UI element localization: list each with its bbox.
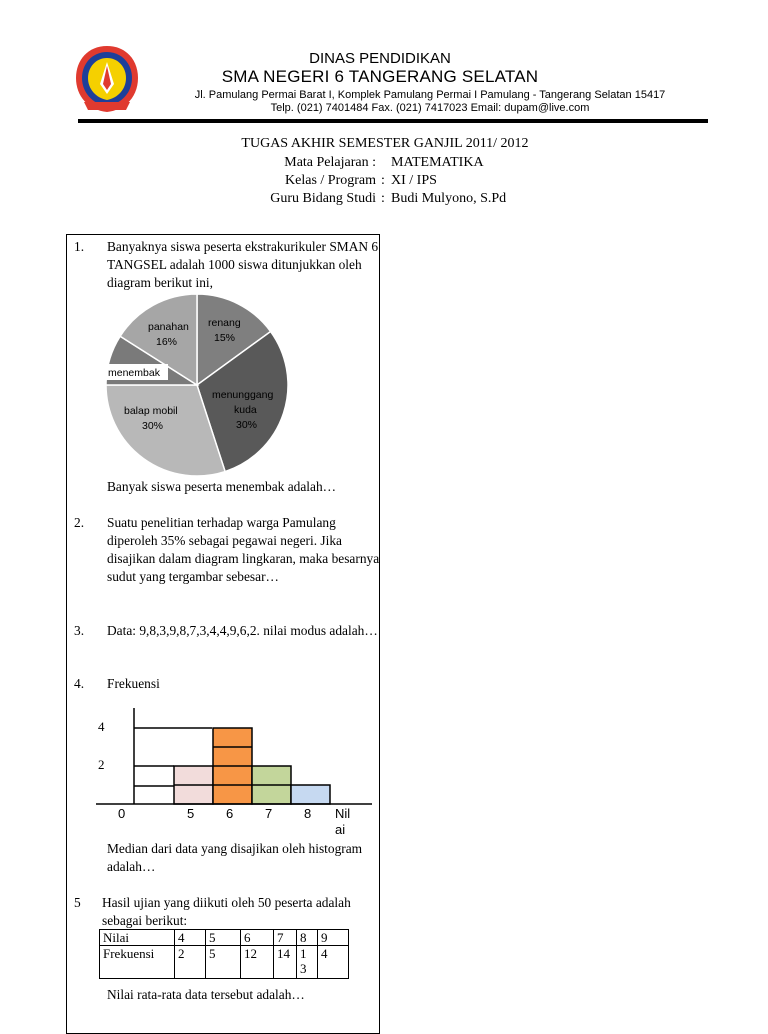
table-row xyxy=(100,930,349,946)
question-1 xyxy=(74,238,380,294)
table-cell: 1 3 xyxy=(297,946,318,979)
pie-label-menunggang: menunggang xyxy=(212,389,274,401)
table-row xyxy=(100,946,349,979)
row-header: Nilai xyxy=(100,930,175,946)
meta-label: Kelas / Program xyxy=(285,173,376,188)
histogram-bar-8 xyxy=(291,785,330,804)
pie-chart xyxy=(100,292,294,478)
pie-label-panahan: panahan xyxy=(148,321,189,333)
pie-label-balap-mobil: balap mobil xyxy=(124,405,178,417)
school-logo xyxy=(74,44,140,114)
meta-colon: : xyxy=(381,173,385,188)
pie-label-menembak: menembak xyxy=(108,367,160,379)
school-address: Jl. Pamulang Permai Barat I, Komplek Pamulang Permai I Pamulang - Tangerang Selatan 15417 xyxy=(194,89,666,101)
table-cell: 5 xyxy=(206,946,241,979)
pie-value-balap-mobil: 30% xyxy=(142,420,164,432)
exam-title: TUGAS AKHIR SEMESTER GANJIL 2011/ 2012 xyxy=(241,136,529,151)
table-cell: 4 xyxy=(175,930,206,946)
table-cell: 12 xyxy=(241,946,274,979)
pie-label-kuda: kuda xyxy=(234,404,257,416)
x-tick-0: 0 xyxy=(118,806,126,821)
meta-value: Budi Mulyono, S.Pd xyxy=(391,191,507,206)
frequency-table xyxy=(99,929,349,979)
pie-value-menunggang-kuda: 30% xyxy=(236,419,258,431)
question-2 xyxy=(74,514,380,606)
x-tick-6: 6 xyxy=(226,806,234,821)
question-number: 5 xyxy=(74,895,81,910)
question-3 xyxy=(74,622,380,660)
question-text: Data: 9,8,3,9,8,7,3,4,4,9,6,2. nilai modus adalah… xyxy=(107,623,378,638)
meta-label: Guru Bidang Studi xyxy=(270,191,376,206)
question-number: 4. xyxy=(74,676,85,691)
table-cell: 2 xyxy=(175,946,206,979)
school-name: SMA NEGERI 6 TANGERANG SELATAN xyxy=(221,67,539,86)
meta-label: Mata Pelajaran : xyxy=(284,155,376,170)
question-text: Suatu penelitian terhadap warga Pamulang diperoleh 35% sebagai pegawai negeri. Jika disajikan dalam diagram lingkaran, maka besarnya sudut yang tergambar sebesar… xyxy=(107,515,380,584)
question-text: Median dari data yang disajikan oleh histogram adalah… xyxy=(107,841,363,874)
histogram xyxy=(90,700,380,842)
x-tick-5: 5 xyxy=(187,806,195,821)
pie-value-panahan: 16% xyxy=(156,336,178,348)
header-divider xyxy=(78,119,708,123)
table-cell: 4 xyxy=(318,946,349,979)
meta-row-class xyxy=(244,173,564,191)
meta-colon: : xyxy=(381,191,385,206)
table-cell: 8 xyxy=(297,930,318,946)
x-axis-label: Nil ai xyxy=(335,806,351,837)
x-tick-7: 7 xyxy=(265,806,273,821)
pie-value-renang: 15% xyxy=(214,332,236,344)
meta-row-subject xyxy=(244,155,564,173)
question-text: Banyak siswa peserta menembak adalah… xyxy=(107,479,337,494)
histogram-y-label: Frekuensi xyxy=(107,676,160,691)
table-cell: 6 xyxy=(241,930,274,946)
pie-label-renang: renang xyxy=(208,317,241,329)
x-tick-8: 8 xyxy=(304,806,312,821)
table-cell: 9 xyxy=(318,930,349,946)
question-text: Hasil ujian yang diikuti oleh 50 peserta adalah sebagai berikut: xyxy=(102,895,351,928)
question-text: Banyaknya siswa peserta ekstrakurikuler SMAN 6 TANGSEL adalah 1000 siswa ditunjukkan oleh diagram berikut ini, xyxy=(107,239,379,290)
y-tick-2: 2 xyxy=(98,757,105,772)
school-contact: Telp. (021) 7401484 Fax. (021) 7417023 Email: dupam@live.com xyxy=(270,102,590,114)
question-number: 3. xyxy=(74,623,85,638)
question-text: Nilai rata-rata data tersebut adalah… xyxy=(107,987,305,1002)
meta-value: MATEMATIKA xyxy=(391,155,484,170)
row-header: Frekuensi xyxy=(100,946,175,979)
question-number: 1. xyxy=(74,239,85,254)
office-name: DINAS PENDIDIKAN xyxy=(309,50,451,67)
meta-value: XI / IPS xyxy=(391,173,437,188)
table-cell: 14 xyxy=(274,946,297,979)
table-cell: 7 xyxy=(274,930,297,946)
meta-row-teacher xyxy=(244,191,564,209)
table-cell: 5 xyxy=(206,930,241,946)
y-tick-4: 4 xyxy=(98,719,105,734)
question-number: 2. xyxy=(74,515,85,530)
